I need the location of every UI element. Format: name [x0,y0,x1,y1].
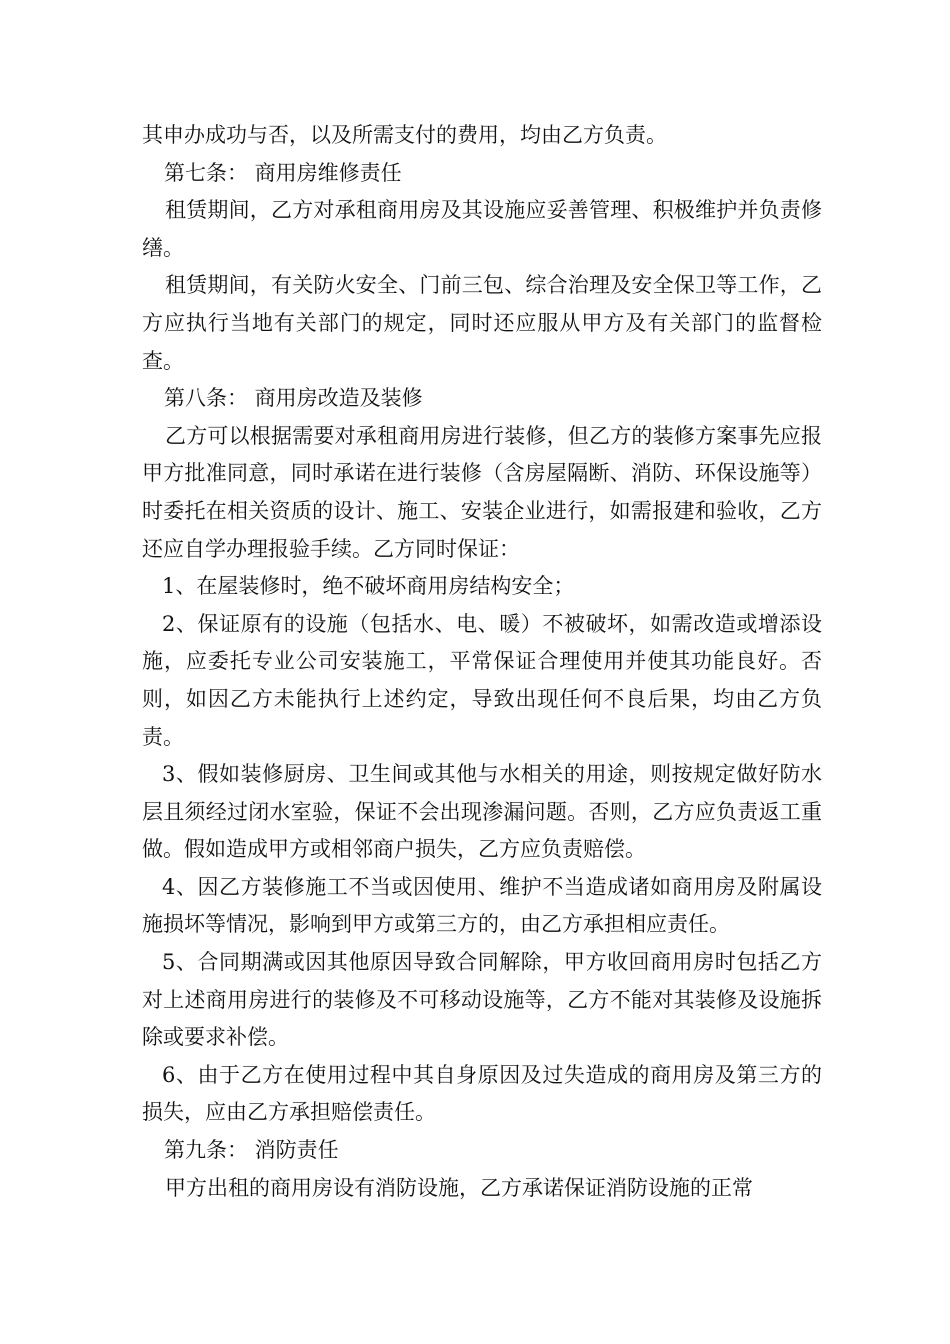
paragraph-renovation: 乙方可以根据需要对承租商用房进行装修，但乙方的装修方案事先应报甲方批准同意，同时承诺在进行装修（含房屋隔断、消防、环保设施等）时委托在相关资质的设计、施工、安装企业进行，如需报建和验收，乙方还应自学办理报验手续。乙方同时保证： [142,423,822,561]
paragraph-maintenance: 租赁期间，乙方对承租商用房及其设施应妥善管理、积极维护并负责修缮。 [142,198,822,260]
paragraph-fire-safety-duties: 租赁期间，有关防火安全、门前三包、综合治理及安全保卫等工作，乙方应执行当地有关部门的规定，同时还应服从甲方及有关部门的监督检查。 [142,273,822,373]
list-item-2: 2、保证原有的设施（包括水、电、暖）不被破坏，如需改造或增添设施，应委托专业公司安装施工，平常保证合理使用并使其功能良好。否则，如因乙方未能执行上述约定，导致出现任何不良后果，均由乙方负责。 [142,611,822,749]
list-item-5: 5、合同期满或因其他原因导致合同解除，甲方收回商用房时包括乙方对上述商用房进行的装修及不可移动设施等，乙方不能对其装修及设施拆除或要求补偿。 [142,950,822,1050]
article-7-heading: 第七条： 商用房维修责任 [164,160,402,185]
list-item-6: 6、由于乙方在使用过程中其自身原因及过失造成的商用房及第三方的损失，应由乙方承担赔偿责任。 [142,1062,822,1125]
list-item-1: 1、在屋装修时，绝不破坏商用房结构安全； [162,574,575,599]
paragraph-fire-facilities: 甲方出租的商用房设有消防设施，乙方承诺保证消防设施的正常 [165,1175,753,1200]
document-body [142,117,822,1207]
list-item-4: 4、因乙方装修施工不当或因使用、维护不当造成诸如商用房及附属设施损坏等情况，影响到甲方或第三方的，由乙方承担相应责任。 [142,874,822,937]
article-9-heading: 第九条： 消防责任 [164,1138,339,1163]
paragraph-continuation: 其申办成功与否，以及所需支付的费用，均由乙方负责。 [142,123,667,147]
list-item-3: 3、假如装修厨房、卫生间或其他与水相关的用途，则按规定做好防水层且须经过闭水室验，保证不会出现渗漏问题。否则，乙方应负责返工重做。假如造成甲方或相邻商户损失，乙方应负责赔偿。 [142,762,822,862]
article-8-heading: 第八条： 商用房改造及装修 [164,386,423,411]
